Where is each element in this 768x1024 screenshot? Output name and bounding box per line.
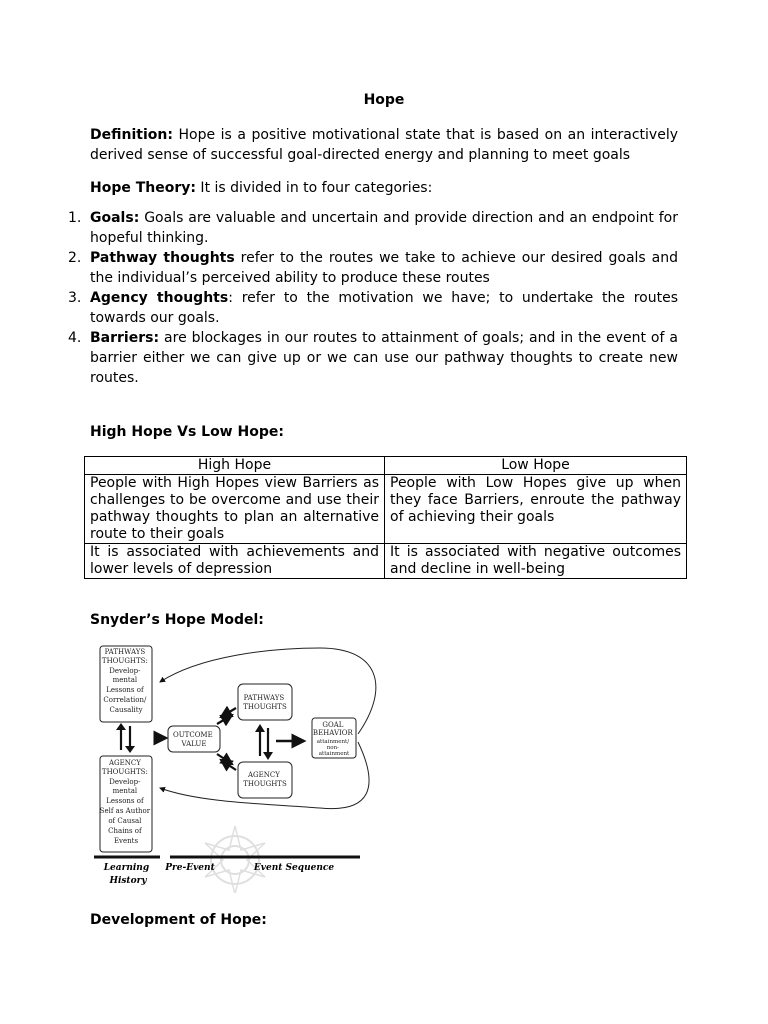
agency-thoughts-text: AGENCY THOUGHTS [243, 771, 287, 788]
outcome-pathways-arrows [217, 708, 236, 724]
category-text: : refer to the motivation we have; to undertake the routes towards our goals. [90, 290, 679, 326]
list-item: 4. Barriers: are blockages in our routes to attainment of goals; and in the event of a barrier either we can give up or we can use our pathway thoughts to create new routes. [68, 330, 678, 386]
table-row [85, 475, 687, 544]
outcome-value-text: OUTCOME VALUE [173, 731, 213, 748]
learning-history-label: Learning History [103, 863, 150, 886]
list-item: 1. Goals: Goals are valuable and uncertain and provide direction and an endpoint for hopeful thinking. [68, 210, 678, 246]
category-text: refer to the routes we take to achieve our desired goals and the individual’s perceived ability to produce these routes [90, 250, 679, 286]
definition-paragraph [90, 125, 678, 165]
list-item: 3. Agency thoughts: refer to the motivation we have; to undertake the routes towards our goals. [68, 290, 679, 326]
goal-behavior-text: GOAL BEHAVIOR attainment/ non- attainment [312, 721, 353, 757]
pathways-thoughts-box [238, 684, 292, 720]
header-low-hope: Low Hope [385, 457, 687, 475]
pathways-history-text: PATHWAYS THOUGHTS: Develop- mental Lessons of Correlation/ Causality [101, 648, 148, 714]
definition-text: Hope is a positive motivational state that is based on an interactively derived sense of successful goal-directed energy and planning to meet goals [90, 127, 678, 163]
list-item: 2. Pathway thoughts refer to the routes we take to achieve our desired goals and the individual’s perceived ability to produce these routes [68, 250, 679, 286]
hope-theory-paragraph [90, 178, 678, 198]
table-cell: It is associated with achievements and lower levels of depression [85, 544, 385, 579]
page-title: Hope [363, 92, 405, 108]
hope-theory-text: It is divided in to four categories: [195, 180, 433, 196]
pathways-agency-arrows [255, 724, 273, 760]
header-high-hope: High Hope [85, 457, 385, 475]
model-heading: Snyder’s Hope Model: [90, 612, 264, 628]
comparison-table [84, 456, 687, 579]
category-text: Goals are valuable and uncertain and provide direction and an endpoint for hopeful thinking. [90, 210, 678, 246]
pre-event-label: Pre-Event [165, 863, 215, 873]
table-row [85, 544, 687, 579]
event-sequence-label: Event Sequence [253, 863, 335, 873]
category-term: Goals: [90, 210, 140, 226]
comparison-heading: High Hope Vs Low Hope: [90, 424, 284, 440]
category-text: are blockages in our routes to attainment of goals; and in the event of a barrier either we can give up or we can use our pathway thoughts to create new routes. [90, 330, 678, 386]
table-cell: It is associated with negative outcomes and decline in well-being [385, 544, 687, 579]
table-cell: People with Low Hopes give up when they face Barriers, enroute the pathway of achieving their goals [385, 475, 687, 544]
table-cell: People with High Hopes view Barriers as challenges to be overcome and use their pathway thoughts to plan an alternative route to their goals [85, 475, 385, 544]
table-header-row [85, 457, 687, 475]
development-heading: Development of Hope: [90, 912, 267, 928]
hope-model-diagram [90, 638, 390, 893]
category-term: Barriers: [90, 330, 160, 346]
hope-theory-label: Hope Theory: [90, 180, 196, 196]
hope-categories-list [68, 208, 679, 388]
agency-history-text: AGENCY THOUGHTS: Develop- mental Lessons of Self as Author of Causal Chains of Events [99, 759, 151, 845]
outcome-value-box [168, 726, 220, 752]
pathways-thoughts-text: PATHWAYS THOUGHTS [243, 694, 287, 711]
outcome-agency-arrows [217, 754, 236, 770]
definition-label: Definition: [90, 127, 173, 143]
left-bidirectional-arrow [116, 723, 135, 753]
category-term: Agency thoughts [90, 290, 229, 306]
category-term: Pathway thoughts [90, 250, 235, 266]
watermark-ornament [205, 826, 265, 893]
